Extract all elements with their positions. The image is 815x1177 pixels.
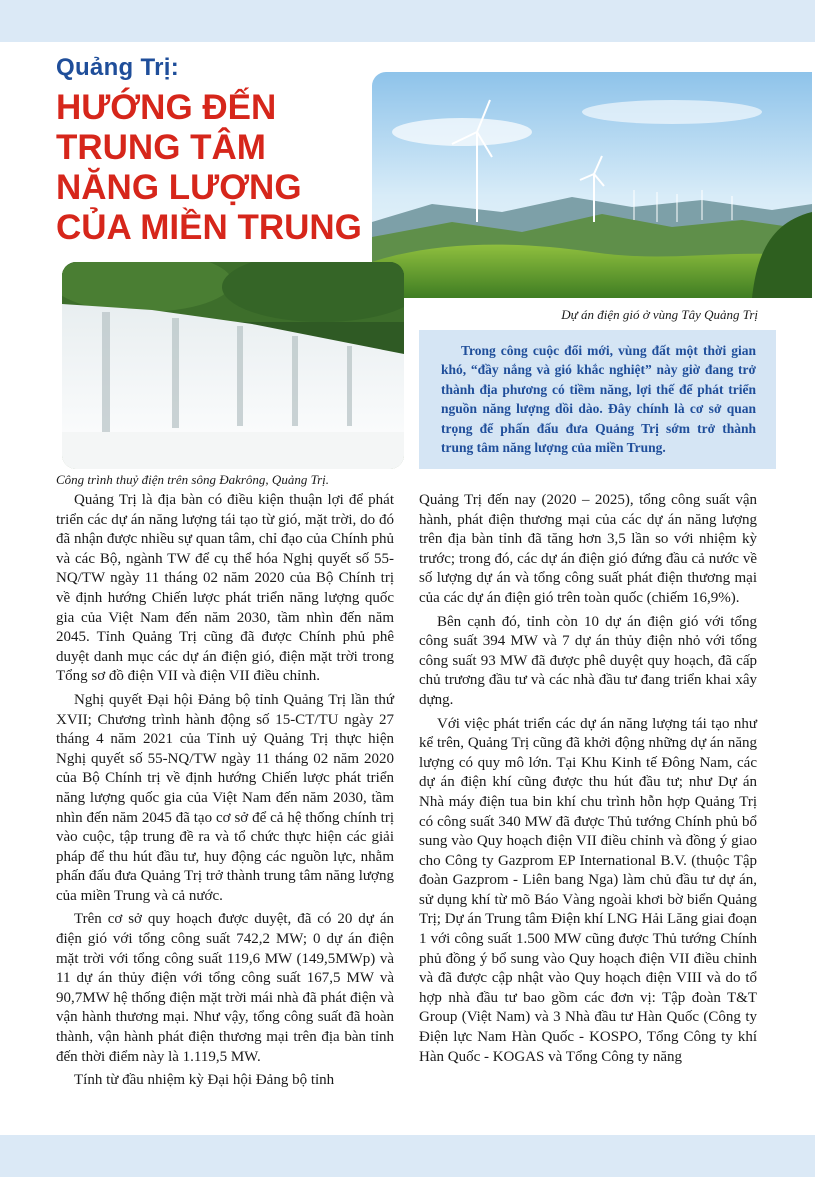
title-line: TRUNG TÂM [56,128,266,167]
body-paragraph: Tính từ đầu nhiệm kỳ Đại hội Đảng bộ tỉnh [74,1072,335,1089]
waterfall-photo [62,262,404,469]
title-line: HƯỚNG ĐẾN [56,88,277,127]
body-paragraph: Quảng Trị là địa bàn có điều kiện thuận lợi để phát triển các dự án năng lượng tái tạo từ gió, mặt trời, do đó đã nhận được nhiều sự quan tâm, chỉ đạo của Chính phủ và các Bộ, ngành TW để cụ thể hóa Nghị quyết số 55-NQ/TW ngày 11 tháng 02 năm 2020 của Bộ Chính trị về định hướng Chiến lược phát triển năng lượng quốc gia của Việt Nam đến năm 2030, tầm nhìn đến năm 2045. Tỉnh Quảng Trị cũng đã được Chính phủ phê duyệt danh mục các dự án điện gió, điện mặt trời trong Tổng sơ đồ điện VII và điện VII điều chỉnh. [56,492,394,685]
title-line: CỦA MIỀN TRUNG [56,208,362,247]
waterfall-photo-caption: Công trình thuỷ điện trên sông Đakrông, Quảng Trị. [56,472,330,487]
lead-box [419,330,776,469]
body-paragraph: Bên cạnh đó, tỉnh còn 10 dự án điện gió với tổng công suất 394 MW và 7 dự án thủy điện nhỏ với tổng công suất 93 MW đã được phê duyệt quy hoạch, đã cấp chủ trương đầu tư và các nhà đầu tư đang triển khai xây dựng. [419,613,757,708]
title-line: NĂNG LƯỢNG [56,168,302,207]
top-band [0,0,815,42]
body-paragraph-continued: Quảng Trị đến nay (2020 – 2025), tổng công suất vận hành, phát điện thương mại của các dự án năng lượng trên địa bàn tỉnh đã tăng hơn 3,5 lần so với nhiệm kỳ trước; trong đó, các dự án điện gió đứng đầu cả nước về số lượng dự án và tổng công suất phát điện thương mại của các dự án điện gió trên toàn quốc (chiếm 16,9%). [419,492,757,606]
body-column-right [419,491,757,1071]
body-paragraph: Với việc phát triển các dự án năng lượng tái tạo như kể trên, Quảng Trị cũng đã khởi động những dự án năng lượng có quy mô lớn. Tại Khu Kinh tế Đông Nam, các dự án điện khí cũng được thu hút đầu tư; như Dự án Nhà máy điện tua bin khí chu trình hỗn hợp Quảng Trị có công suất 340 MW đã được Thủ tướng Chính phủ bổ sung vào Quy hoạch điện VII điều chỉnh và đồng ý giao cho Công ty Gazprom EP International B.V. (thuộc Tập đoàn Gazprom - Liên bang Nga) làm chủ đầu tư dự án, sử dụng khí từ mõ Báo Vàng ngoài khơi bờ biển Quảng Trị; Dự án Trung tâm Điện khí LNG Hải Lăng giai đoạn 1 với công suất 1.500 MW cũng được Thủ tướng Chính phủ đồng ý bổ sung vào Quy hoạch điện VII điều chỉnh và đã được cập nhật vào Quy hoạch điện VIII và do tổ hợp nhà đầu tư bao gồm các đơn vị: Tập đoàn T&T Group (Việt Nam) và 3 Nhà đầu tư Hàn Quốc (Công ty Điện lực Nam Hàn Quốc - KOSPO, Tổng Công ty khí Hàn Quốc - KOGAS và Tổng Công ty năng [419,715,757,1065]
body-paragraph: Nghị quyết Đại hội Đảng bộ tỉnh Quảng Trị lần thứ XVII; Chương trình hành động số 15-CT/TU ngày 27 tháng 4 năm 2021 của Tỉnh uỷ Quảng Trị thực hiện Nghị quyết số 55-NQ/TW ngày 11 tháng 02 năm 2020 của Bộ Chính trị về định hướng Chiến lược phát triển năng lượng quốc gia của Việt Nam đến năm 2030, tầm nhìn đến năm 2045 đã tạo cơ sở để cả hệ thống chính trị vào cuộc, tập trung đề ra và tổ chức thực hiện các giải pháp để thu hút đầu tư, huy động các nguồn lực, nhằm phấn đấu đưa Quảng Trị trở thành trung tâm năng lượng của miền Trung và cả nước. [56,691,394,904]
lead-paragraph: Trong công cuộc đổi mới, vùng đất một thời gian khó, “đầy nắng và gió khắc nghiệt” này giờ đang trở thành địa phương có tiềm năng, lợi thế để phát triển nguồn năng lượng dồi dào. Đây chính là cơ sở quan trọng để phấn đấu đưa Quảng Trị sớm trở thành trung tâm năng lượng của miền Trung. [441,343,756,456]
wind-farm-photo [372,72,812,298]
wind-photo-caption: Dự án điện gió ở vùng Tây Quảng Trị [561,307,758,322]
body-paragraph: Trên cơ sở quy hoạch được duyệt, đã có 20 dự án điện gió với tổng công suất 742,2 MW; 0 dự án điện mặt trời với tổng công suất 119,6 MW (149,5MWp) và 11 dự án thủy điện với tổng công suất 167,5 MW và 90,7MW hệ thống điện mặt trời mái nhà đã phát điện và vận hành thương mại. Như vậy, tổng công suất đã hoàn thành, vận hành phát điện thương mại trên địa bàn tỉnh đến thời điểm này là 1.119,5 MW. [56,911,394,1065]
bottom-band [0,1135,815,1177]
article-title [56,88,376,248]
article-kicker: Quảng Trị: [56,54,179,81]
body-column-left [56,491,394,1095]
